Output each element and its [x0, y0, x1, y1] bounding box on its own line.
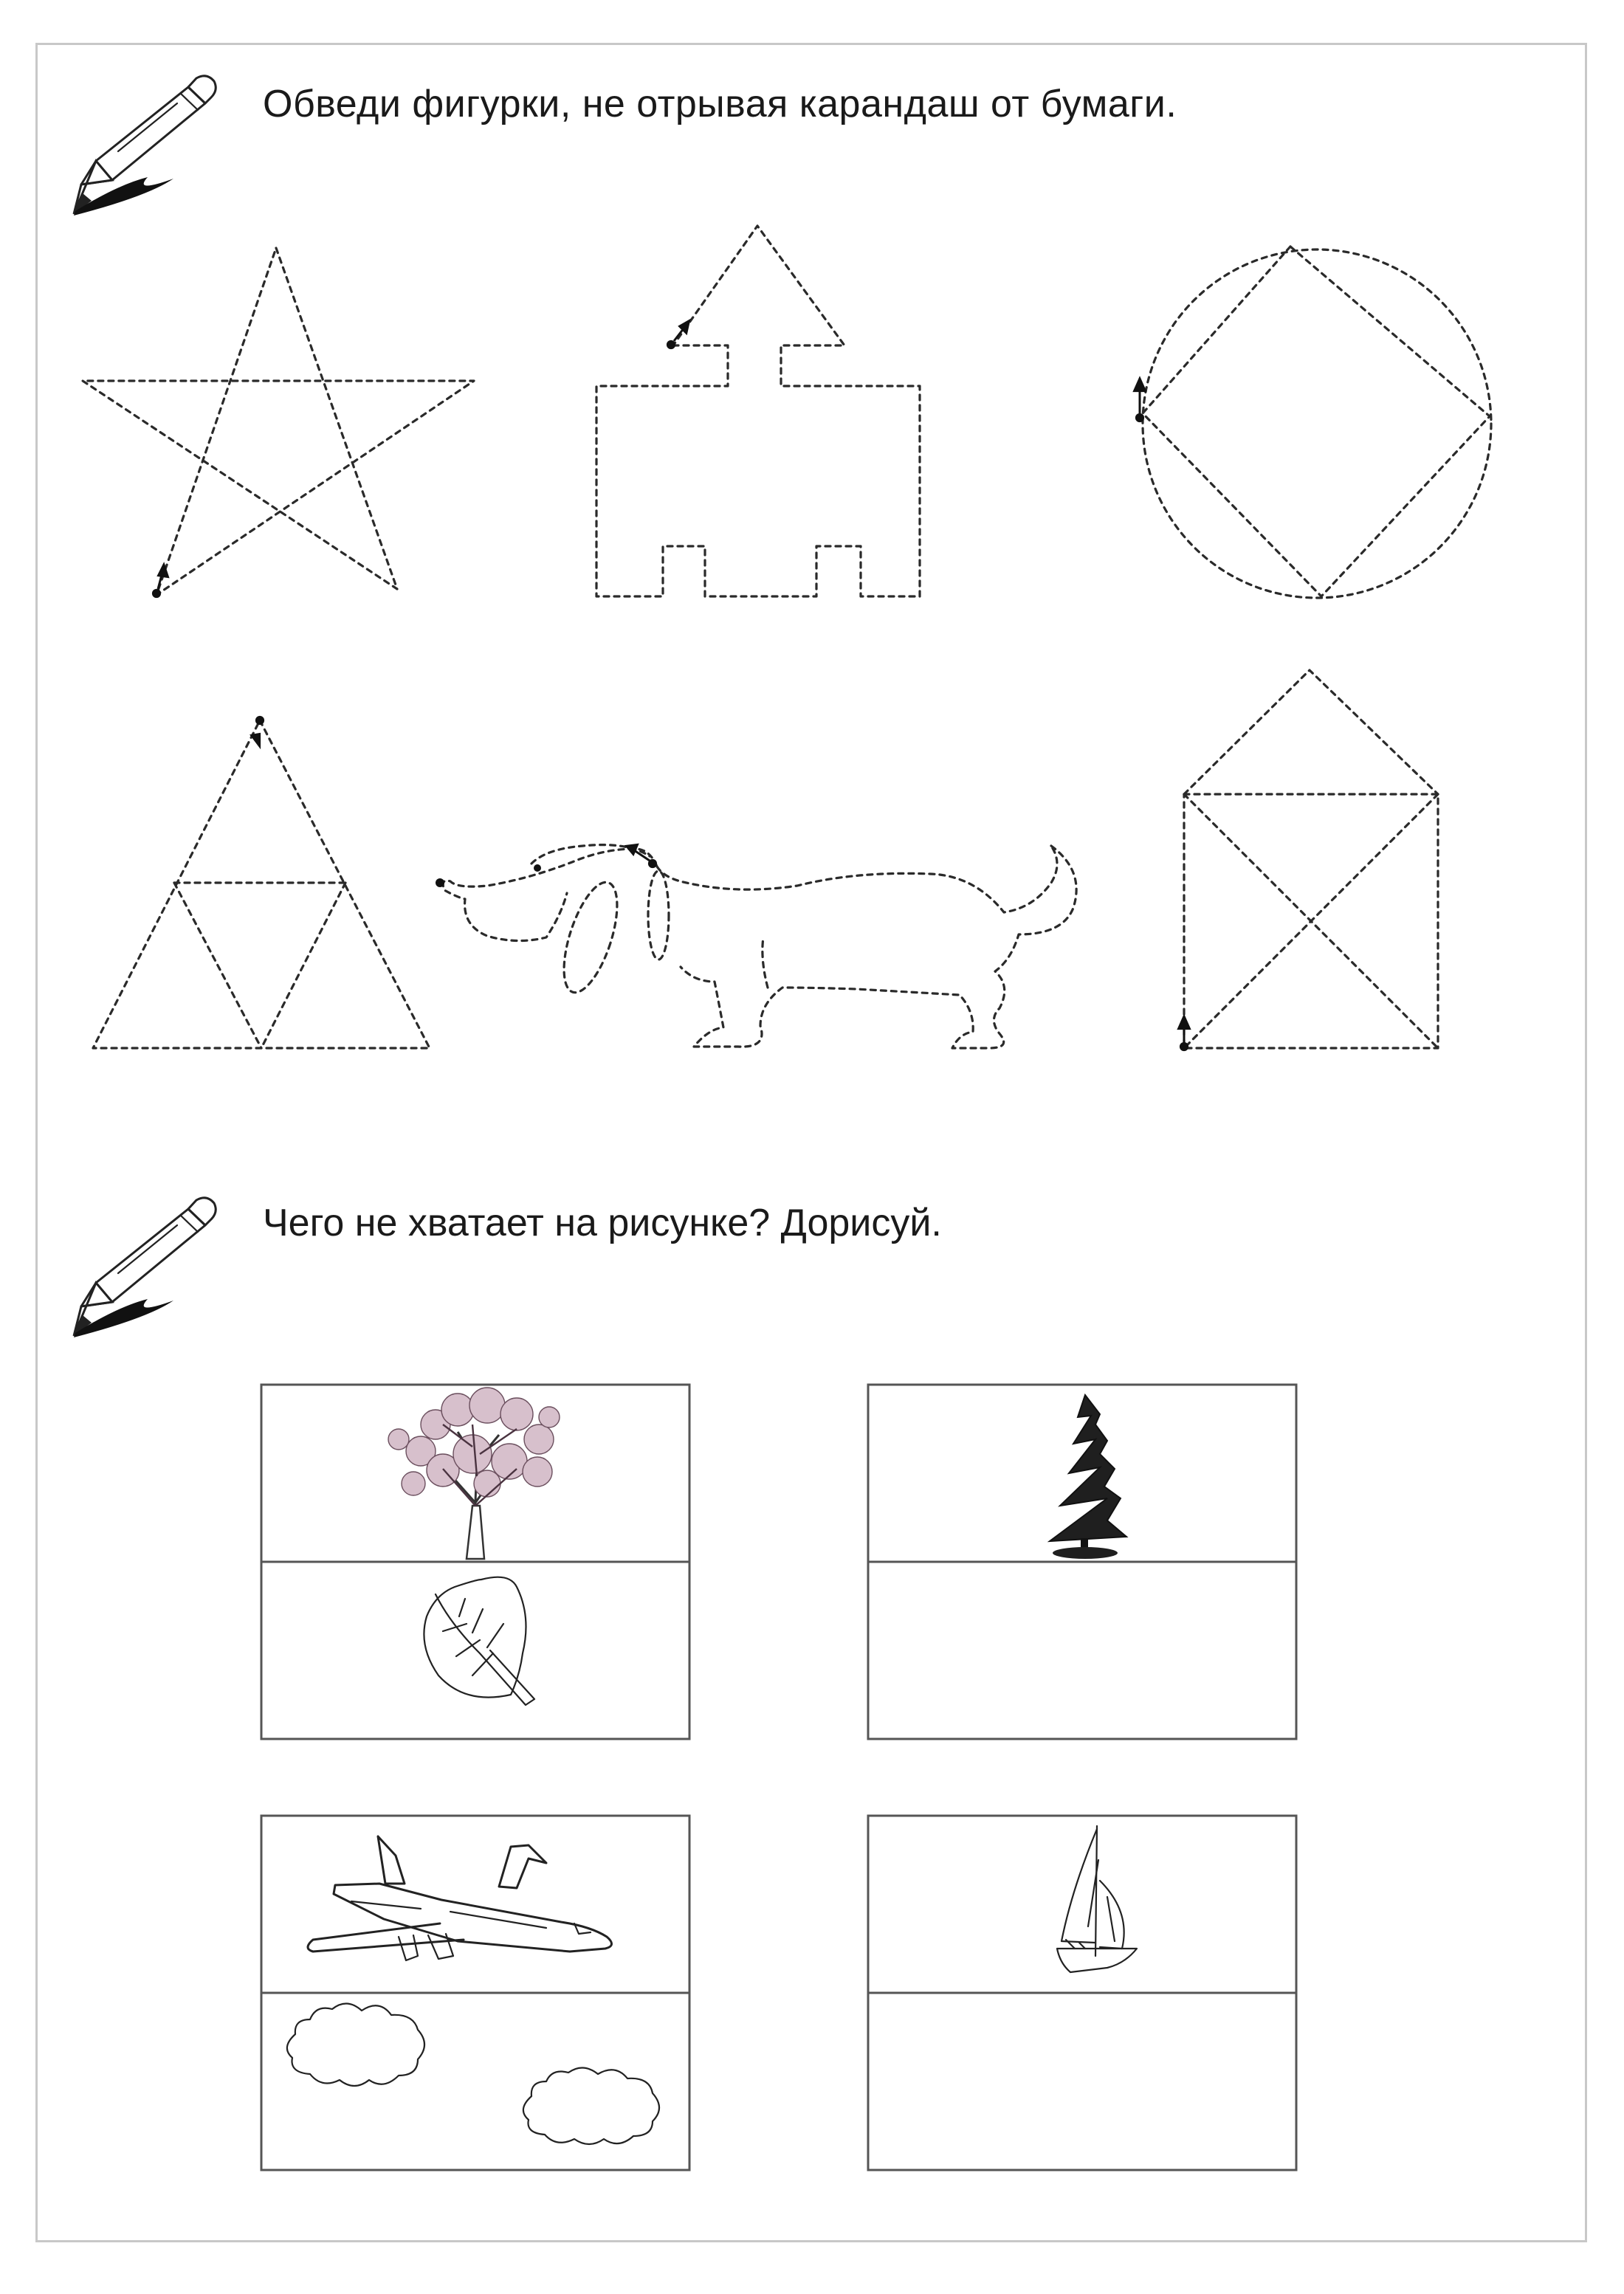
pencil-icon	[74, 1198, 216, 1337]
dachshund-figure	[436, 844, 1076, 1048]
triangle-figure	[93, 717, 430, 1048]
airplane-icon	[308, 1836, 612, 1960]
start-arrow-icon	[1178, 1016, 1190, 1050]
picture-pair-airplane	[261, 1816, 689, 2170]
picture-pair-fir	[868, 1385, 1296, 1739]
cloud-icon	[523, 2067, 659, 2144]
envelope-figure	[1178, 670, 1438, 1050]
start-arrow-icon	[667, 320, 689, 348]
leafy-tree-icon	[388, 1388, 560, 1559]
fir-tree-icon	[1050, 1395, 1126, 1559]
picture-pair-sailboat	[868, 1816, 1296, 2170]
pencil-icon	[74, 76, 216, 216]
start-arrow-icon	[153, 564, 168, 597]
cloud-icon	[287, 2003, 424, 2086]
start-arrow-icon	[251, 717, 264, 747]
star-figure	[83, 248, 474, 597]
circle-with-diamond-figure	[1134, 247, 1491, 598]
leaf-icon	[424, 1577, 534, 1705]
task1-instruction: Обведи фигурки, не отрывая карандаш от бумаги.	[263, 83, 1177, 125]
castle-with-arrow-figure	[596, 226, 920, 596]
sailboat-icon	[1057, 1826, 1137, 1972]
picture-pair-tree	[261, 1385, 689, 1739]
task2-instruction: Чего не хватает на рисунке? Дорисуй.	[263, 1202, 942, 1244]
